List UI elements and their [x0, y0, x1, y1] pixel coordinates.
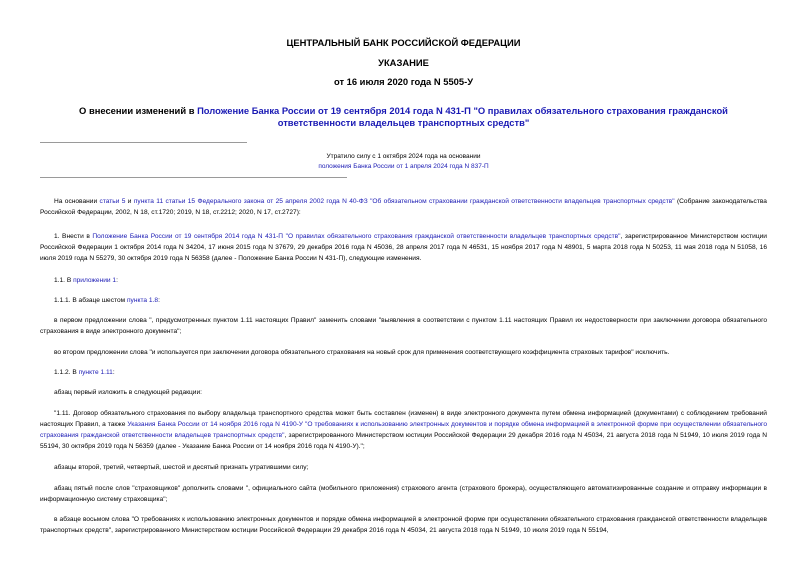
eighth-abzats-paragraph: в абзаце восьмом слова "О требованиях к использованию электронных документов и порядке обмена информацией в электронной форме при осуществлении обязательного страхования гражданской ответственности владельцев транспортных средств", зарегистрированного Министерством юстиции Российской Федерации 29 декабря 2016 года N 45034, 21 августа 2018 года N 51949, 10 июля 2019 года N 55194, — [40, 516, 767, 534]
article-5-link[interactable]: статьи 5 — [99, 198, 126, 205]
appendix-1-link[interactable]: приложении 1 — [73, 277, 117, 284]
paragraph-1-1-2-text-1: 1.1.2. В — [54, 369, 79, 376]
second-sentence-paragraph: во втором предложении слова "и используется при заключении договора обязательного страхования на новый срок для применения соответствующего коэффициента страховых тарифов" исключить. — [54, 349, 670, 356]
first-sentence-paragraph: в первом предложении слова ", предусмотренных пунктом 1.11 настоящих Правил" заменить словами "выявления в соответствии с пунктом 1.11 настоящих Правил их недостоверности при заключении договора обязательного страхования в виде электронного документа"; — [40, 317, 767, 335]
paragraph-1-1-1-text-2: : — [158, 297, 160, 304]
paragraph-1-1-text-2: : — [116, 277, 118, 284]
repealed-abzats-paragraph: абзацы второй, третий, четвертый, шестой и десятый признать утратившими силу; — [54, 464, 309, 471]
clause-1-11-link[interactable]: пункте 1.11 — [78, 369, 113, 376]
first-abzats-paragraph: абзац первый изложить в следующей редакции: — [54, 389, 202, 396]
paragraph-1-1-1 — [40, 295, 767, 306]
federal-law-link[interactable]: Федерального закона от 25 апреля 2002 года N 40-ФЗ "Об обязательном страховании гражданской ответственности владельцев транспортных средств" — [197, 198, 675, 205]
divider-top — [40, 142, 247, 143]
repeal-note-link[interactable]: положения Банка России от 1 апреля 2024 года N 837-П — [318, 163, 489, 170]
repeal-note — [250, 152, 557, 172]
repeal-note-text: Утратило силу с 1 октября 2024 года на основании — [326, 153, 481, 160]
article-15-link[interactable]: пункта 11 статьи 15 — [133, 198, 196, 205]
regulation-431p-link[interactable]: Положение Банка России от 19 сентября 2014 года N 431-П "О правилах обязательного страхования гражданской ответственности владельцев транспортных средств" — [92, 233, 621, 240]
preamble-text-4: (Собрание законодательства Российской Федерации, 2002, N 18, ст.1720; 2019, N 18, ст.2212; 2020, N 17, ст.2727): — [40, 198, 767, 216]
quoted-clause-paragraph — [40, 408, 767, 452]
paragraph-1-1-1-text-1: 1.1.1. В абзаце шестом — [54, 297, 127, 304]
directive-4190u-link[interactable]: Указания Банка России от 14 ноября 2016 года N 4190-У "О требованиях к использованию электронных документов и порядке обмена информацией в электронной форме при осуществлении обязательного страхования гражданской ответственности владельцев транспортных средств" — [40, 421, 767, 439]
paragraph-1-text-2: , зарегистрированное Министерством юстиции Российской Федерации 1 октября 2014 года N 34204, 17 июня 2015 года N 37679, 29 декабря 2016 года N 45036, 28 апреля 2017 года N 46531, 15 ноября 2017 года N 48901, 5 марта 2018 года N 50253, 11 мая 2018 года N 51058, 16 июля 2019 года N 55279, 30 октября 2019 года N 56358 (далее - Положение Банка России N 431-П), следующие изменения. — [40, 233, 767, 262]
paragraph-1-1-2 — [40, 367, 767, 378]
issuer-heading: ЦЕНТРАЛЬНЫЙ БАНК РОССИЙСКОЙ ФЕДЕРАЦИИ — [286, 37, 521, 48]
divider-bottom — [40, 177, 347, 178]
preamble-paragraph — [40, 196, 767, 218]
document-type-heading: УКАЗАНИЕ — [378, 57, 429, 68]
title-prefix: О внесении изменений в — [79, 105, 198, 116]
clause-1-8-link[interactable]: пункта 1.8 — [126, 297, 159, 304]
paragraph-1-1 — [40, 275, 767, 286]
quoted-clause-text-2: , зарегистрированного Министерством юстиции Российской Федерации 29 декабря 2016 года N 45034, 21 августа 2018 года N 51949, 10 июля 2019 года N 55194, 30 октября 2019 года N 56359 (далее - Указание Банка России от 14 ноября 2016 года N 4190-У)."; — [40, 432, 767, 450]
paragraph-1-1-text-1: 1.1. В — [54, 277, 74, 284]
document-title — [40, 105, 767, 129]
paragraph-1 — [40, 231, 767, 264]
paragraph-1-text-1: 1. Внести в — [54, 233, 93, 240]
preamble-text-2: и — [125, 198, 134, 205]
preamble-text-1: На основании — [54, 198, 100, 205]
title-regulation-link[interactable]: Положение Банка России от 19 сентября 2014 года N 431-П "О правилах обязательного страхования гражданской ответственности владельцев транспортных средств" — [197, 105, 728, 128]
fifth-abzats-paragraph: абзац пятый после слов "страховщиков" дополнить словами ", официального сайта (мобильного приложения) страхового агента (страхового брокера), осуществляющего автоматизированные создание и отправку информации в информационную систему страховщика"; — [40, 485, 767, 503]
quoted-clause-text-1: "1.11. Договор обязательного страхования по выбору владельца транспортного средства может быть составлен (изменен) в виде электронного документа путем обмена информацией (документами) с соблюдением требований настоящих Правил, а также — [40, 410, 767, 428]
document-date-number: от 16 июля 2020 года N 5505-У — [333, 76, 474, 87]
paragraph-1-1-2-text-2: : — [112, 369, 115, 376]
